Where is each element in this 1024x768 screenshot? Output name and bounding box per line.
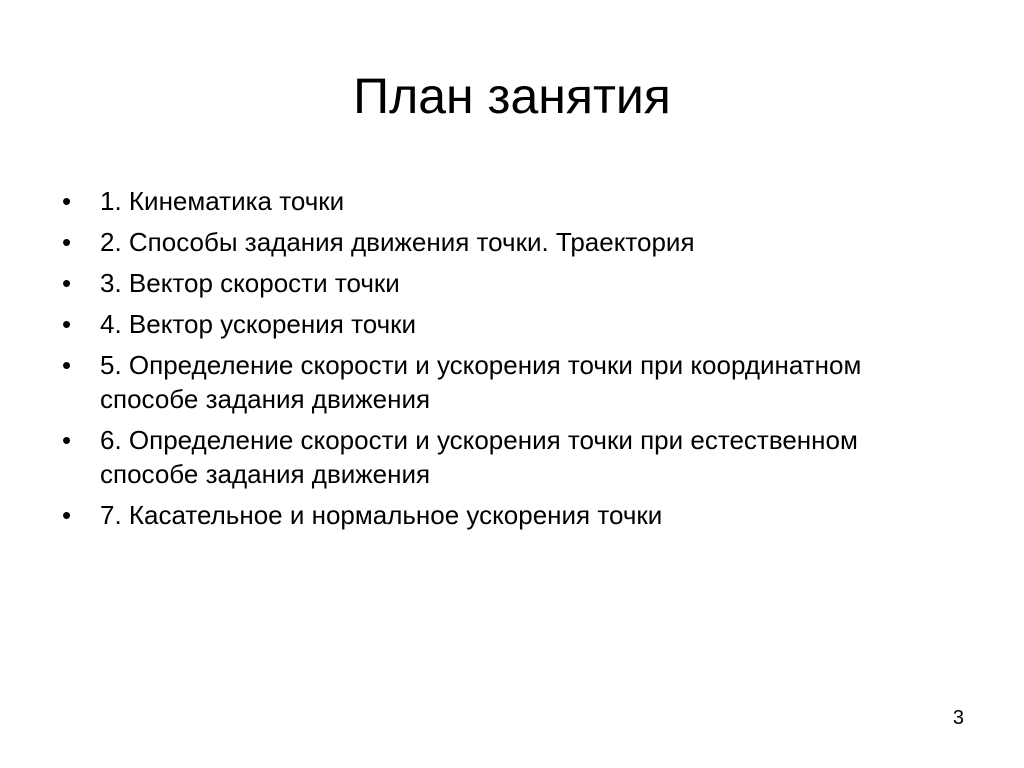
list-item (56, 307, 956, 341)
page-number: 3 (952, 707, 964, 729)
list-item-text: 3. Вектор скорости точки (100, 268, 400, 298)
bullet-icon: • (62, 186, 72, 216)
list-item (56, 423, 956, 491)
list-item-text: 7. Касательное и нормальное ускорения точки (100, 500, 663, 530)
slide-title: План занятия (353, 68, 671, 124)
bullet-icon: • (62, 309, 72, 339)
list-item (56, 266, 956, 300)
bullet-icon: • (62, 268, 72, 298)
list-item-text: 6. Определение скорости и ускорения точки при естественном способе задания движения (100, 425, 858, 489)
bullet-icon: • (62, 500, 72, 530)
list-item-text: 1. Кинематика точки (100, 186, 345, 216)
bullet-icon: • (62, 227, 72, 257)
bullet-icon: • (62, 425, 72, 455)
list-item (56, 498, 956, 532)
list-item-text: 5. Определение скорости и ускорения точки при координатном способе задания движения (100, 350, 862, 414)
list-item (56, 225, 956, 259)
list-item-text: 4. Вектор ускорения точки (100, 309, 417, 339)
list-item (56, 348, 956, 416)
list-item-text: 2. Способы задания движения точки. Траектория (100, 227, 695, 257)
list-item (56, 184, 956, 218)
bullet-icon: • (62, 350, 72, 380)
bullet-list (56, 184, 956, 539)
